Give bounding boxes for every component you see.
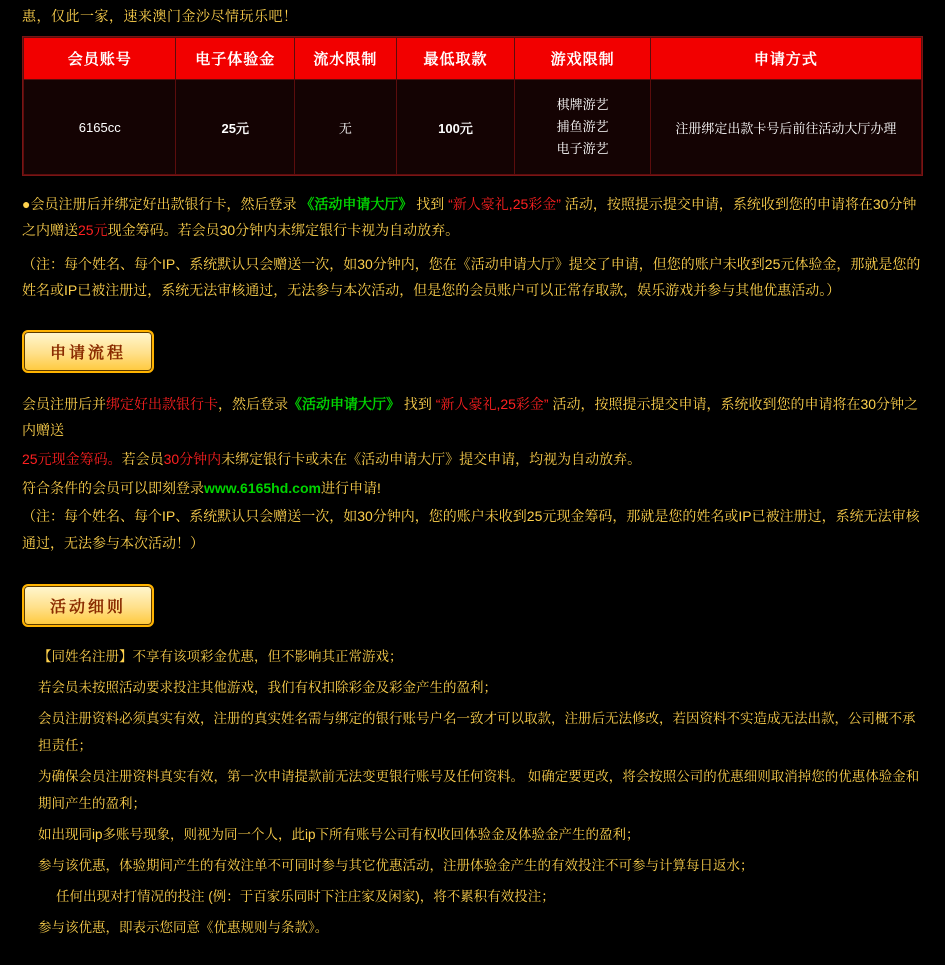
rule-item-7: 任何出现对打情况的投注 (例：于百家乐同时下注庄家及闲家)，将不累积有效投注； (56, 889, 555, 905)
intro-note: （注：每个姓名、每个IP、系统默认只会赠送一次，如30分钟内，您在《活动申请大厅》提交了申请，但您的账户未收到25元体验金，那就是您的姓名或IP已被注册过，系统无法审核通过，无法参与本次活动，但是您的会员账户可以正常存取款，娱乐游戏并参与其他优惠活动。） (22, 256, 921, 298)
game-item-1: 棋牌游艺 (556, 97, 609, 112)
table-row (24, 80, 922, 175)
intro-seg-1: ●会员注册后并绑定好出款银行卡，然后登录 (22, 196, 301, 213)
apply-process-body (0, 373, 945, 557)
apply-process-note: （注：每个姓名、每个IP、系统默认只会赠送一次，如30分钟内，您的账户未收到25元现金筹码，那就是您的姓名或IP已被注册过，系统无法审核通过，无法参与本次活动！） (22, 508, 920, 551)
cell-games (515, 80, 651, 175)
rule-item-1: 【同姓名注册】不享有该项彩金优惠，但不影响其正常游戏； (38, 649, 403, 665)
promo-table (23, 37, 922, 175)
game-item-2: 捕鱼游艺 (556, 119, 609, 135)
apply-process-line-2 (22, 446, 923, 473)
s1-seg-3: 找到 (400, 395, 436, 412)
game-item-3: 电子游艺 (556, 141, 609, 157)
site-link[interactable]: www.6165hd.com (204, 479, 321, 496)
s1-l2-seg-1: 若会员 (121, 451, 164, 468)
table-header-row (24, 38, 922, 80)
rule-item-8: 参与该优惠，即表示您同意《优惠规则与条款》。 (38, 920, 329, 936)
s1-promo-name: “新人豪礼,25彩金” (435, 395, 549, 412)
col-header-bonus: 电子体验金 (176, 38, 295, 80)
intro-promo-name: “新人豪礼,25彩金” (448, 196, 561, 213)
rule-item-3: 会员注册资料必须真实有效，注册的真实姓名需与绑定的银行账号户名一致才可以取款，注册后无法修改，若因资料不实造成无法出款，公司概不承担责任； (38, 711, 916, 754)
s1-hall-link[interactable]: 《活动申请大厅》 (288, 395, 400, 412)
cell-withdraw: 100元 (396, 80, 515, 175)
s1-l2-seg-2: 未绑定银行卡或未在《活动申请大厅》提交申请，均视为自动放弃。 (221, 451, 642, 468)
col-header-flow: 流水限制 (295, 38, 397, 80)
s1-seg-2: ，然后登录 (218, 395, 288, 412)
col-header-account: 会员账号 (24, 38, 176, 80)
cell-bonus: 25元 (176, 80, 295, 175)
promo-table-body (24, 80, 922, 175)
s1-seg-4: 活动，按照提示提交申请，系统收到您的申请将在30分钟之内赠送 (22, 395, 919, 439)
intro-amount: 25元 (78, 222, 108, 239)
s1-bind-card: 绑定好出款银行卡 (106, 395, 218, 412)
intro-seg-3: 活动，按照提示提交申请，系统收到您的申请将在30分钟之内赠送 (22, 196, 917, 239)
col-header-withdraw: 最低取款 (396, 38, 515, 80)
section-heading-activity-rules: 活动细则 (22, 584, 154, 627)
section-heading-apply-process: 申请流程 (22, 330, 154, 373)
promo-table-head (24, 38, 922, 80)
s1-l3-seg-1: 符合条件的会员可以即刻登录 (22, 479, 204, 496)
col-header-apply: 申请方式 (650, 38, 921, 80)
rule-item-5: 如出现同ip多账号现象，则视为同一个人，此ip下所有账号公司有权收回体验金及体验金产生的盈利； (38, 827, 640, 843)
rule-item-6: 参与该优惠，体验期间产生的有效注单不可同时参与其它优惠活动，注册体验金产生的有效投注不可参与计算每日返水； (38, 858, 754, 874)
intro-line: 惠，仅此一家，速来澳门金沙尽情玩乐吧！ (22, 8, 298, 24)
intro-seg-4: 现金筹码。若会员30分钟内未绑定银行卡视为自动放弃。 (107, 222, 460, 239)
cell-flow: 无 (295, 80, 397, 175)
apply-process-line-3 (22, 475, 923, 502)
cell-apply: 注册绑定出款卡号后前往活动大厅办理 (650, 80, 921, 175)
activity-rules-body (0, 627, 945, 965)
intro-seg-2: 找到 (412, 196, 449, 213)
intro-paragraph (0, 176, 945, 244)
rule-item-4: 为确保会员注册资料真实有效，第一次申请提款前无法变更银行账号及任何资料。 如确定要更改，将会按照公司的优惠细则取消掉您的优惠体验金和期间产生的盈利； (38, 769, 920, 812)
s1-l3-seg-2: 进行申请! (320, 479, 381, 496)
apply-process-line-1 (22, 391, 923, 444)
intro-hall-link[interactable]: 《活动申请大厅》 (300, 196, 413, 213)
s1-amount: 25元现金筹码。 (22, 451, 122, 468)
s1-seg-1: 会员注册后并 (22, 395, 106, 412)
s1-time-limit: 30分钟内 (163, 451, 222, 468)
rule-item-2: 若会员未按照活动要求投注其他游戏，我们有权扣除彩金及彩金产生的盈利； (38, 680, 497, 696)
col-header-games: 游戏限制 (515, 38, 651, 80)
promo-table-wrapper (22, 36, 923, 176)
cell-account: 6165cc (24, 80, 176, 175)
